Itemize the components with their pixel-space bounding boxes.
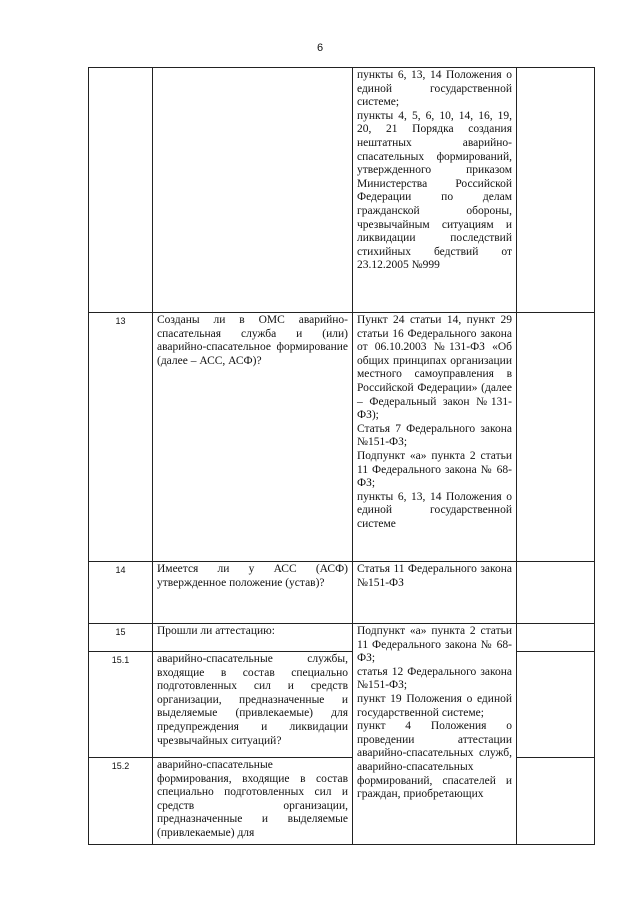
question-cell: аварийно-спасательные службы, входящие в состав специально подготовленных сил и средств организации, предназначенные и выделяемые (привлекаемые) для предупреждения и ликвидации чрезвычайных ситуаций? xyxy=(153,652,353,758)
legal-basis-cell xyxy=(353,313,517,562)
table-row xyxy=(89,313,595,562)
row-number-cell: 15.1 xyxy=(89,652,153,758)
table-row xyxy=(89,562,595,624)
empty-cell xyxy=(517,624,595,652)
legal-basis-item: Статья 7 Федерального закона №151-ФЗ; xyxy=(357,422,512,449)
legal-basis-item: пункт 19 Положения о единой государственной системе; xyxy=(357,692,512,719)
legal-basis-item: Статья 11 Федерального закона №151-ФЗ xyxy=(357,563,512,589)
table-row xyxy=(89,68,595,313)
question-cell xyxy=(153,68,353,313)
legal-basis-item: пункты 6, 13, 14 Положения о единой государственной системе; xyxy=(357,69,512,109)
row-number-cell: 14 xyxy=(89,562,153,624)
legal-basis-item: пункты 6, 13, 14 Положения о единой государственной системе xyxy=(357,490,512,530)
empty-cell xyxy=(517,313,595,562)
legal-basis-item: Подпункт «а» пункта 2 статьи 11 Федерального закона № 68-ФЗ; xyxy=(357,449,512,490)
question-cell: Прошли ли аттестацию: xyxy=(153,624,353,652)
row-number-cell: 15.2 xyxy=(89,758,153,845)
legal-basis-item: пункты 4, 5, 6, 10, 14, 16, 19, 20, 21 Порядка создания нештатных аварийно-спасательных формирований, утвержденного приказом Министерства Российской Федерации по делам гражданской обороны, чрезвычайным ситуациям и ликвидации последствий стихийных бедствий от 23.12.2005 №999 xyxy=(357,109,512,272)
empty-cell xyxy=(517,758,595,845)
table-row xyxy=(89,624,595,652)
empty-cell xyxy=(517,652,595,758)
legal-basis-item: Подпункт «а» пункта 2 статьи 11 Федерального закона № 68-ФЗ; xyxy=(357,625,512,665)
legal-basis-item: пункт 4 Положения о проведении аттестации аварийно-спасательных служб, аварийно-спасательных формирований, спасателей и граждан, приобретающих xyxy=(357,720,512,801)
legal-basis-cell xyxy=(353,624,517,845)
legal-basis-cell xyxy=(353,562,517,624)
question-cell: аварийно-спасательные формирования, входящие в состав специально подготовленных сил и средств организации, предназначенные и выделяемые (привлекаемые) для xyxy=(153,758,353,845)
legal-basis-item: статья 12 Федерального закона №151-ФЗ; xyxy=(357,665,512,692)
page-number: 6 xyxy=(316,42,324,54)
table-row xyxy=(89,652,595,758)
checklist-table xyxy=(88,67,595,845)
question-cell: Имеется ли у АСС (АСФ) утвержденное положение (устав)? xyxy=(153,562,353,624)
empty-cell xyxy=(517,562,595,624)
empty-cell xyxy=(517,68,595,313)
row-number-cell xyxy=(89,68,153,313)
table-row xyxy=(89,758,595,845)
row-number-cell: 15 xyxy=(89,624,153,652)
question-cell: Созданы ли в ОМС аварийно-спасательная служба и (или) аварийно-спасательное формирование (далее – АСС, АСФ)? xyxy=(153,313,353,562)
legal-basis-cell xyxy=(353,68,517,313)
row-number-cell: 13 xyxy=(89,313,153,562)
legal-basis-item: Пункт 24 статьи 14, пункт 29 статьи 16 Федерального закона от 06.10.2003 №131-ФЗ «Об общих принципах организации местного самоуправления в Российской Федерации» (далее – Федеральный закон №131-ФЗ); xyxy=(357,314,512,422)
